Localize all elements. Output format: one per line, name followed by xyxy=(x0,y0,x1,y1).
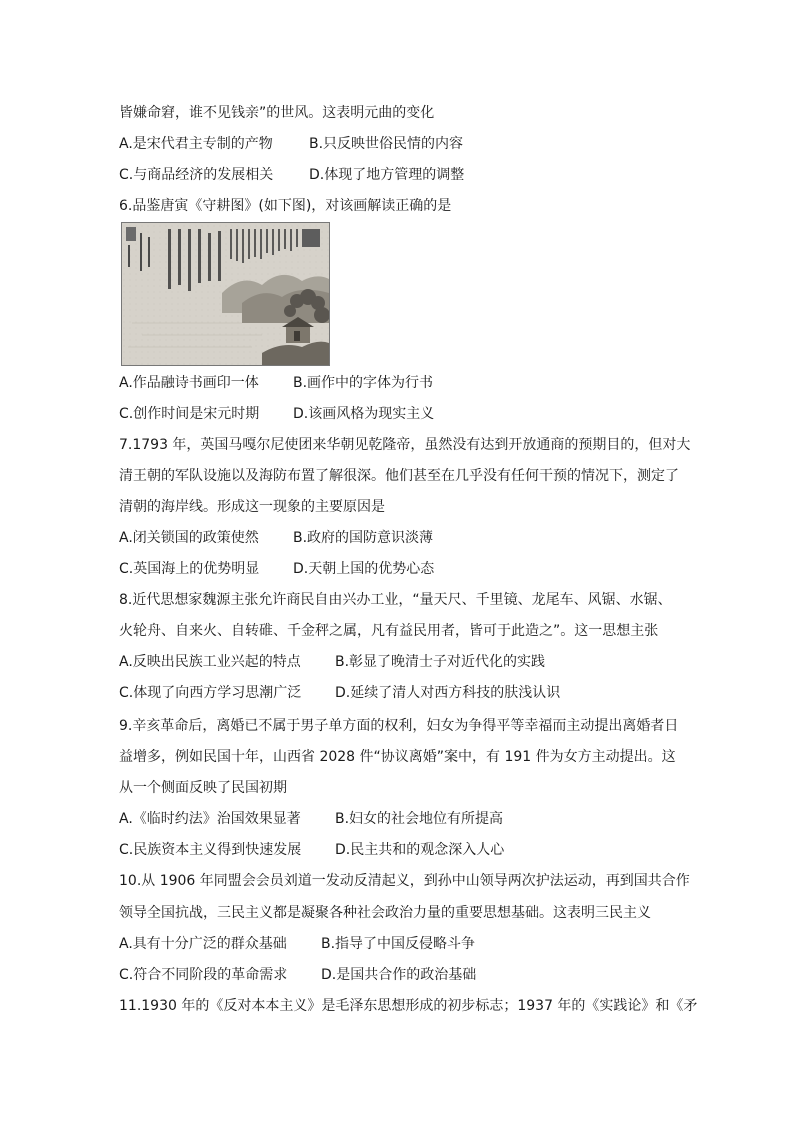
q9-stem-line-2: 益增多，例如民国十年，山西省 2028 件“协议离婚”案中，有 191 件为女方主动提出。这 xyxy=(119,749,676,765)
q5-option-d[interactable]: D.体现了地方管理的调整 xyxy=(309,167,465,183)
q7-option-d[interactable]: D.天朝上国的优势心态 xyxy=(293,561,435,577)
q8-option-a[interactable]: A.反映出民族工业兴起的特点 xyxy=(119,654,301,670)
q6-option-b[interactable]: B.画作中的字体为行书 xyxy=(293,375,434,391)
q7-stem-line-1: 7.1793 年，英国马嘎尔尼使团来华朝见乾隆帝，虽然没有达到开放通商的预期目的，但对大 xyxy=(119,437,691,453)
q9-option-c[interactable]: C.民族资本主义得到快速发展 xyxy=(119,842,302,858)
q7-stem-line-3: 清朝的海岸线。形成这一现象的主要原因是 xyxy=(119,499,385,515)
q8-option-d[interactable]: D.延续了清人对西方科技的肤浅认识 xyxy=(335,685,561,701)
q5-option-a[interactable]: A.是宋代君主专制的产物 xyxy=(119,136,273,152)
q6-option-c[interactable]: C.创作时间是宋元时期 xyxy=(119,406,260,422)
painting-image xyxy=(121,222,330,366)
q7-option-a[interactable]: A.闭关锁国的政策使然 xyxy=(119,530,259,546)
q11-stem-line-1: 11.1930 年的《反对本本主义》是毛泽东思想形成的初步标志；1937 年的《实践论》和《矛 xyxy=(119,998,698,1014)
q6-stem: 6.品鉴唐寅《守耕图》(如下图)，对该画解读正确的是 xyxy=(119,198,452,214)
q10-option-a[interactable]: A.具有十分广泛的群众基础 xyxy=(119,936,287,952)
seal-mark xyxy=(126,227,136,241)
q10-stem-line-2: 领导全国抗战，三民主义都是凝聚各种社会政治力量的重要思想基础。这表明三民主义 xyxy=(119,905,651,921)
imperial-seal xyxy=(302,229,320,247)
q7-option-b[interactable]: B.政府的国防意识淡薄 xyxy=(293,530,434,546)
q8-stem-line-1: 8.近代思想家魏源主张允许商民自由兴办工业，“量天尺、千里镜、龙尾车、风锯、水锯、 xyxy=(119,592,672,608)
q10-stem-line-1: 10.从 1906 年同盟会会员刘道一发动反清起义，到孙中山领导两次护法运动，再到国共合作 xyxy=(119,873,690,889)
q9-option-b[interactable]: B.妇女的社会地位有所提高 xyxy=(335,811,504,827)
q9-stem-line-3: 从一个侧面反映了民国初期 xyxy=(119,780,287,796)
q5-option-c[interactable]: C.与商品经济的发展相关 xyxy=(119,167,274,183)
q9-option-d[interactable]: D.民主共和的观念深入人心 xyxy=(335,842,505,858)
q7-option-c[interactable]: C.英国海上的优势明显 xyxy=(119,561,260,577)
q9-stem-line-1: 9.辛亥革命后，离婚已不属于男子单方面的权利，妇女为争得平等幸福而主动提出离婚者日 xyxy=(119,718,679,734)
q10-option-b[interactable]: B.指导了中国反侵略斗争 xyxy=(321,936,476,952)
q6-option-d[interactable]: D.该画风格为现实主义 xyxy=(293,406,435,422)
landscape-painting-graphic xyxy=(122,223,329,365)
q5-stem-tail: 皆嫌命窘，谁不见钱亲”的世风。这表明元曲的变化 xyxy=(119,105,435,121)
q10-option-d[interactable]: D.是国共合作的政治基础 xyxy=(321,967,477,983)
q10-option-c[interactable]: C.符合不同阶段的革命需求 xyxy=(119,967,288,983)
q5-option-b[interactable]: B.只反映世俗民情的内容 xyxy=(309,136,464,152)
q8-option-b[interactable]: B.彰显了晚清士子对近代化的实践 xyxy=(335,654,546,670)
q8-option-c[interactable]: C.体现了向西方学习思潮广泛 xyxy=(119,685,302,701)
q6-option-a[interactable]: A.作品融诗书画印一体 xyxy=(119,375,259,391)
q9-option-a[interactable]: A.《临时约法》治国效果显著 xyxy=(119,811,301,827)
q7-stem-line-2: 清王朝的军队设施以及海防布置了解很深。他们甚至在几乎没有任何干预的情况下，测定了 xyxy=(119,468,679,484)
q8-stem-line-2: 火轮舟、自来火、自转碓、千金秤之属，凡有益民用者，皆可于此造之”。这一思想主张 xyxy=(119,623,659,639)
